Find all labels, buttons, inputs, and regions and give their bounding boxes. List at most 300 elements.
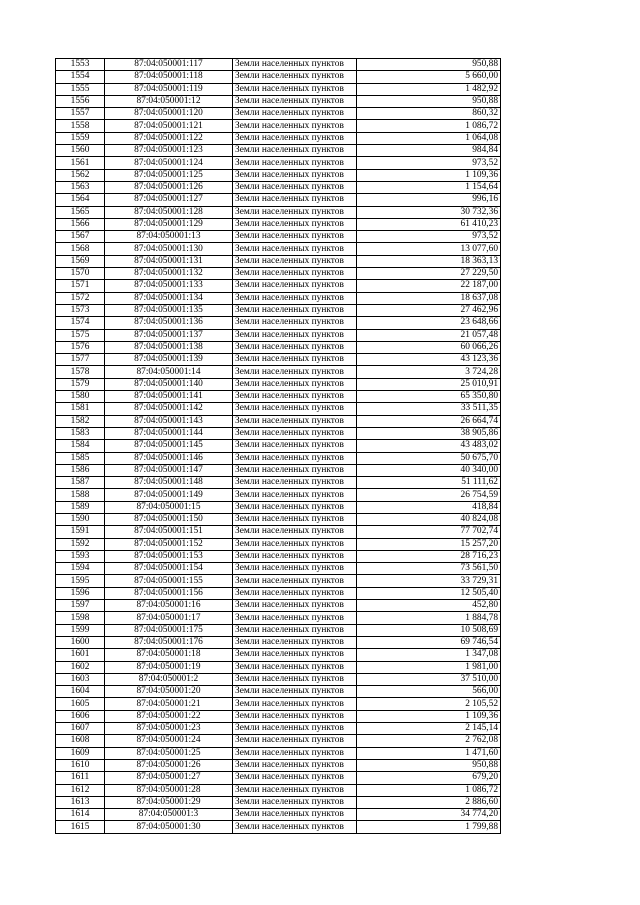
value-cell: 2 762,08 bbox=[357, 735, 501, 747]
row-number-cell: 1562 bbox=[56, 169, 105, 181]
row-number-cell: 1610 bbox=[56, 759, 105, 771]
value-cell: 33 729,31 bbox=[357, 575, 501, 587]
cadastral-number-cell: 87:04:050001:133 bbox=[105, 280, 233, 292]
cadastral-number-cell: 87:04:050001:25 bbox=[105, 747, 233, 759]
value-cell: 5 660,00 bbox=[357, 71, 501, 83]
table-row bbox=[56, 772, 501, 784]
row-number-cell: 1597 bbox=[56, 600, 105, 612]
row-number-cell: 1600 bbox=[56, 636, 105, 648]
land-category-cell: Земли населенных пунктов bbox=[233, 477, 357, 489]
cadastral-number-cell: 87:04:050001:122 bbox=[105, 132, 233, 144]
table-row bbox=[56, 83, 501, 95]
value-cell: 26 664,74 bbox=[357, 415, 501, 427]
row-number-cell: 1564 bbox=[56, 194, 105, 206]
value-cell: 1 347,08 bbox=[357, 649, 501, 661]
value-cell: 77 702,74 bbox=[357, 526, 501, 538]
land-category-cell: Земли населенных пунктов bbox=[233, 673, 357, 685]
cadastral-number-cell: 87:04:050001:129 bbox=[105, 218, 233, 230]
row-number-cell: 1566 bbox=[56, 218, 105, 230]
cadastral-number-cell: 87:04:050001:19 bbox=[105, 661, 233, 673]
land-category-cell: Земли населенных пунктов bbox=[233, 735, 357, 747]
cadastral-number-cell: 87:04:050001:150 bbox=[105, 513, 233, 525]
cadastral-number-cell: 87:04:050001:26 bbox=[105, 759, 233, 771]
cadastral-number-cell: 87:04:050001:118 bbox=[105, 71, 233, 83]
value-cell: 1 064,08 bbox=[357, 132, 501, 144]
value-cell: 1 471,60 bbox=[357, 747, 501, 759]
table-row bbox=[56, 145, 501, 157]
row-number-cell: 1605 bbox=[56, 698, 105, 710]
land-category-cell: Земли населенных пунктов bbox=[233, 538, 357, 550]
cadastral-number-cell: 87:04:050001:29 bbox=[105, 796, 233, 808]
table-row bbox=[56, 698, 501, 710]
land-category-cell: Земли населенных пунктов bbox=[233, 550, 357, 562]
land-category-cell: Земли населенных пунктов bbox=[233, 59, 357, 71]
table-row bbox=[56, 600, 501, 612]
value-cell: 33 511,35 bbox=[357, 403, 501, 415]
cadastral-number-cell: 87:04:050001:127 bbox=[105, 194, 233, 206]
row-number-cell: 1585 bbox=[56, 452, 105, 464]
cadastral-number-cell: 87:04:050001:21 bbox=[105, 698, 233, 710]
table-row bbox=[56, 759, 501, 771]
value-cell: 50 675,70 bbox=[357, 452, 501, 464]
cadastral-number-cell: 87:04:050001:176 bbox=[105, 636, 233, 648]
value-cell: 27 462,96 bbox=[357, 304, 501, 316]
row-number-cell: 1588 bbox=[56, 489, 105, 501]
table-row bbox=[56, 710, 501, 722]
table-row bbox=[56, 255, 501, 267]
cadastral-number-cell: 87:04:050001:134 bbox=[105, 292, 233, 304]
cadastral-number-cell: 87:04:050001:148 bbox=[105, 477, 233, 489]
land-category-cell: Земли населенных пунктов bbox=[233, 317, 357, 329]
cadastral-number-cell: 87:04:050001:152 bbox=[105, 538, 233, 550]
cadastral-number-cell: 87:04:050001:156 bbox=[105, 587, 233, 599]
cadastral-number-cell: 87:04:050001:143 bbox=[105, 415, 233, 427]
value-cell: 452,80 bbox=[357, 600, 501, 612]
table-row bbox=[56, 120, 501, 132]
table-row bbox=[56, 304, 501, 316]
cadastral-number-cell: 87:04:050001:28 bbox=[105, 784, 233, 796]
cadastral-number-cell: 87:04:050001:149 bbox=[105, 489, 233, 501]
value-cell: 996,16 bbox=[357, 194, 501, 206]
table-row bbox=[56, 366, 501, 378]
cadastral-number-cell: 87:04:050001:135 bbox=[105, 304, 233, 316]
value-cell: 1 154,64 bbox=[357, 181, 501, 193]
value-cell: 1 109,36 bbox=[357, 710, 501, 722]
row-number-cell: 1603 bbox=[56, 673, 105, 685]
value-cell: 30 732,36 bbox=[357, 206, 501, 218]
cadastral-number-cell: 87:04:050001:137 bbox=[105, 329, 233, 341]
table-row bbox=[56, 513, 501, 525]
cadastral-number-cell: 87:04:050001:128 bbox=[105, 206, 233, 218]
land-category-cell: Земли населенных пунктов bbox=[233, 649, 357, 661]
value-cell: 18 637,08 bbox=[357, 292, 501, 304]
row-number-cell: 1583 bbox=[56, 427, 105, 439]
table-row bbox=[56, 391, 501, 403]
cadastral-number-cell: 87:04:050001:117 bbox=[105, 59, 233, 71]
value-cell: 61 410,23 bbox=[357, 218, 501, 230]
table-row bbox=[56, 132, 501, 144]
row-number-cell: 1613 bbox=[56, 796, 105, 808]
row-number-cell: 1595 bbox=[56, 575, 105, 587]
value-cell: 27 229,50 bbox=[357, 268, 501, 280]
land-category-cell: Земли населенных пунктов bbox=[233, 698, 357, 710]
row-number-cell: 1599 bbox=[56, 624, 105, 636]
table-row bbox=[56, 169, 501, 181]
row-number-cell: 1608 bbox=[56, 735, 105, 747]
row-number-cell: 1598 bbox=[56, 612, 105, 624]
value-cell: 950,88 bbox=[357, 759, 501, 771]
table-row bbox=[56, 157, 501, 169]
land-category-cell: Земли населенных пунктов bbox=[233, 157, 357, 169]
value-cell: 12 505,40 bbox=[357, 587, 501, 599]
cadastral-number-cell: 87:04:050001:124 bbox=[105, 157, 233, 169]
cadastral-number-cell: 87:04:050001:146 bbox=[105, 452, 233, 464]
row-number-cell: 1578 bbox=[56, 366, 105, 378]
land-category-cell: Земли населенных пунктов bbox=[233, 145, 357, 157]
table-row bbox=[56, 71, 501, 83]
land-category-cell: Земли населенных пунктов bbox=[233, 341, 357, 353]
table-row bbox=[56, 181, 501, 193]
table-row bbox=[56, 95, 501, 107]
value-cell: 1 482,92 bbox=[357, 83, 501, 95]
land-category-cell: Земли населенных пунктов bbox=[233, 255, 357, 267]
value-cell: 60 066,26 bbox=[357, 341, 501, 353]
row-number-cell: 1607 bbox=[56, 723, 105, 735]
row-number-cell: 1553 bbox=[56, 59, 105, 71]
table-row bbox=[56, 464, 501, 476]
row-number-cell: 1614 bbox=[56, 809, 105, 821]
cadastral-number-cell: 87:04:050001:27 bbox=[105, 772, 233, 784]
table-row bbox=[56, 206, 501, 218]
row-number-cell: 1593 bbox=[56, 550, 105, 562]
table-row bbox=[56, 809, 501, 821]
cadastral-number-cell: 87:04:050001:125 bbox=[105, 169, 233, 181]
row-number-cell: 1555 bbox=[56, 83, 105, 95]
row-number-cell: 1601 bbox=[56, 649, 105, 661]
value-cell: 973,52 bbox=[357, 231, 501, 243]
table-row bbox=[56, 59, 501, 71]
land-category-cell: Земли населенных пунктов bbox=[233, 723, 357, 735]
land-category-cell: Земли населенных пунктов bbox=[233, 575, 357, 587]
row-number-cell: 1554 bbox=[56, 71, 105, 83]
cadastral-number-cell: 87:04:050001:155 bbox=[105, 575, 233, 587]
row-number-cell: 1568 bbox=[56, 243, 105, 255]
table-row bbox=[56, 231, 501, 243]
row-number-cell: 1558 bbox=[56, 120, 105, 132]
table-row bbox=[56, 501, 501, 513]
table-row bbox=[56, 636, 501, 648]
value-cell: 43 123,36 bbox=[357, 354, 501, 366]
table-row bbox=[56, 341, 501, 353]
table-row bbox=[56, 317, 501, 329]
value-cell: 566,00 bbox=[357, 686, 501, 698]
table-row bbox=[56, 489, 501, 501]
row-number-cell: 1560 bbox=[56, 145, 105, 157]
land-category-cell: Земли населенных пунктов bbox=[233, 563, 357, 575]
land-category-cell: Земли населенных пунктов bbox=[233, 71, 357, 83]
land-category-cell: Земли населенных пунктов bbox=[233, 636, 357, 648]
table-row bbox=[56, 821, 501, 833]
row-number-cell: 1565 bbox=[56, 206, 105, 218]
cadastral-number-cell: 87:04:050001:13 bbox=[105, 231, 233, 243]
table-row bbox=[56, 378, 501, 390]
value-cell: 21 057,48 bbox=[357, 329, 501, 341]
table-row bbox=[56, 526, 501, 538]
land-category-cell: Земли населенных пунктов bbox=[233, 280, 357, 292]
land-category-cell: Земли населенных пунктов bbox=[233, 329, 357, 341]
land-category-cell: Земли населенных пунктов bbox=[233, 624, 357, 636]
cadastral-number-cell: 87:04:050001:142 bbox=[105, 403, 233, 415]
value-cell: 679,20 bbox=[357, 772, 501, 784]
value-cell: 2 886,60 bbox=[357, 796, 501, 808]
row-number-cell: 1572 bbox=[56, 292, 105, 304]
value-cell: 28 716,23 bbox=[357, 550, 501, 562]
table-row bbox=[56, 354, 501, 366]
row-number-cell: 1604 bbox=[56, 686, 105, 698]
value-cell: 973,52 bbox=[357, 157, 501, 169]
land-category-cell: Земли населенных пунктов bbox=[233, 391, 357, 403]
land-category-cell: Земли населенных пунктов bbox=[233, 366, 357, 378]
cadastral-number-cell: 87:04:050001:136 bbox=[105, 317, 233, 329]
land-category-cell: Земли населенных пунктов bbox=[233, 587, 357, 599]
value-cell: 1 109,36 bbox=[357, 169, 501, 181]
value-cell: 13 077,60 bbox=[357, 243, 501, 255]
land-category-cell: Земли населенных пунктов bbox=[233, 464, 357, 476]
row-number-cell: 1606 bbox=[56, 710, 105, 722]
row-number-cell: 1609 bbox=[56, 747, 105, 759]
row-number-cell: 1612 bbox=[56, 784, 105, 796]
cadastral-number-cell: 87:04:050001:139 bbox=[105, 354, 233, 366]
row-number-cell: 1582 bbox=[56, 415, 105, 427]
cadastral-number-cell: 87:04:050001:15 bbox=[105, 501, 233, 513]
value-cell: 1 086,72 bbox=[357, 784, 501, 796]
cadastral-number-cell: 87:04:050001:120 bbox=[105, 108, 233, 120]
land-category-cell: Земли населенных пунктов bbox=[233, 784, 357, 796]
table-body bbox=[56, 59, 501, 834]
cadastral-number-cell: 87:04:050001:18 bbox=[105, 649, 233, 661]
land-category-cell: Земли населенных пунктов bbox=[233, 747, 357, 759]
cadastral-number-cell: 87:04:050001:141 bbox=[105, 391, 233, 403]
value-cell: 418,84 bbox=[357, 501, 501, 513]
table-row bbox=[56, 673, 501, 685]
row-number-cell: 1611 bbox=[56, 772, 105, 784]
row-number-cell: 1575 bbox=[56, 329, 105, 341]
table-row bbox=[56, 108, 501, 120]
value-cell: 10 508,69 bbox=[357, 624, 501, 636]
cadastral-number-cell: 87:04:050001:24 bbox=[105, 735, 233, 747]
cadastral-number-cell: 87:04:050001:175 bbox=[105, 624, 233, 636]
value-cell: 73 561,50 bbox=[357, 563, 501, 575]
table-row bbox=[56, 624, 501, 636]
row-number-cell: 1569 bbox=[56, 255, 105, 267]
land-category-cell: Земли населенных пунктов bbox=[233, 108, 357, 120]
land-category-cell: Земли населенных пунктов bbox=[233, 218, 357, 230]
table-row bbox=[56, 268, 501, 280]
table-row bbox=[56, 587, 501, 599]
row-number-cell: 1580 bbox=[56, 391, 105, 403]
cadastral-number-cell: 87:04:050001:12 bbox=[105, 95, 233, 107]
land-category-cell: Земли населенных пунктов bbox=[233, 526, 357, 538]
value-cell: 1 799,88 bbox=[357, 821, 501, 833]
land-category-cell: Земли населенных пунктов bbox=[233, 268, 357, 280]
row-number-cell: 1561 bbox=[56, 157, 105, 169]
land-category-cell: Земли населенных пунктов bbox=[233, 403, 357, 415]
value-cell: 860,32 bbox=[357, 108, 501, 120]
cadastral-number-cell: 87:04:050001:22 bbox=[105, 710, 233, 722]
value-cell: 1 086,72 bbox=[357, 120, 501, 132]
cadastral-number-cell: 87:04:050001:23 bbox=[105, 723, 233, 735]
row-number-cell: 1556 bbox=[56, 95, 105, 107]
cadastral-number-cell: 87:04:050001:154 bbox=[105, 563, 233, 575]
row-number-cell: 1574 bbox=[56, 317, 105, 329]
land-category-cell: Земли населенных пунктов bbox=[233, 95, 357, 107]
land-category-cell: Земли населенных пунктов bbox=[233, 796, 357, 808]
cadastral-number-cell: 87:04:050001:126 bbox=[105, 181, 233, 193]
land-category-cell: Земли населенных пунктов bbox=[233, 415, 357, 427]
land-category-cell: Земли населенных пунктов bbox=[233, 489, 357, 501]
value-cell: 38 905,86 bbox=[357, 427, 501, 439]
row-number-cell: 1592 bbox=[56, 538, 105, 550]
table-row bbox=[56, 649, 501, 661]
row-number-cell: 1563 bbox=[56, 181, 105, 193]
cadastral-number-cell: 87:04:050001:140 bbox=[105, 378, 233, 390]
row-number-cell: 1557 bbox=[56, 108, 105, 120]
table-row bbox=[56, 218, 501, 230]
row-number-cell: 1602 bbox=[56, 661, 105, 673]
row-number-cell: 1586 bbox=[56, 464, 105, 476]
land-category-cell: Земли населенных пунктов bbox=[233, 206, 357, 218]
cadastral-number-cell: 87:04:050001:16 bbox=[105, 600, 233, 612]
land-category-cell: Земли населенных пунктов bbox=[233, 600, 357, 612]
table-row bbox=[56, 477, 501, 489]
table-row bbox=[56, 747, 501, 759]
value-cell: 984,84 bbox=[357, 145, 501, 157]
table-row bbox=[56, 661, 501, 673]
row-number-cell: 1559 bbox=[56, 132, 105, 144]
row-number-cell: 1579 bbox=[56, 378, 105, 390]
value-cell: 34 774,20 bbox=[357, 809, 501, 821]
land-category-cell: Земли населенных пунктов bbox=[233, 304, 357, 316]
row-number-cell: 1576 bbox=[56, 341, 105, 353]
table-row bbox=[56, 686, 501, 698]
row-number-cell: 1596 bbox=[56, 587, 105, 599]
land-category-cell: Земли населенных пунктов bbox=[233, 809, 357, 821]
land-category-cell: Земли населенных пунктов bbox=[233, 612, 357, 624]
value-cell: 950,88 bbox=[357, 95, 501, 107]
cadastral-number-cell: 87:04:050001:3 bbox=[105, 809, 233, 821]
cadastral-number-cell: 87:04:050001:151 bbox=[105, 526, 233, 538]
value-cell: 18 363,13 bbox=[357, 255, 501, 267]
value-cell: 43 483,02 bbox=[357, 440, 501, 452]
land-category-cell: Земли населенных пунктов bbox=[233, 194, 357, 206]
row-number-cell: 1589 bbox=[56, 501, 105, 513]
table-row bbox=[56, 612, 501, 624]
land-category-cell: Земли населенных пунктов bbox=[233, 710, 357, 722]
table-row bbox=[56, 550, 501, 562]
row-number-cell: 1590 bbox=[56, 513, 105, 525]
value-cell: 40 340,00 bbox=[357, 464, 501, 476]
land-category-cell: Земли населенных пунктов bbox=[233, 132, 357, 144]
value-cell: 2 145,14 bbox=[357, 723, 501, 735]
value-cell: 2 105,52 bbox=[357, 698, 501, 710]
land-category-cell: Земли населенных пунктов bbox=[233, 181, 357, 193]
table-row bbox=[56, 723, 501, 735]
cadastral-number-cell: 87:04:050001:153 bbox=[105, 550, 233, 562]
value-cell: 37 510,00 bbox=[357, 673, 501, 685]
cadastral-number-cell: 87:04:050001:20 bbox=[105, 686, 233, 698]
value-cell: 69 746,54 bbox=[357, 636, 501, 648]
land-category-cell: Земли населенных пунктов bbox=[233, 169, 357, 181]
cadastral-number-cell: 87:04:050001:123 bbox=[105, 145, 233, 157]
cadastral-number-cell: 87:04:050001:138 bbox=[105, 341, 233, 353]
table-row bbox=[56, 563, 501, 575]
table-row bbox=[56, 440, 501, 452]
row-number-cell: 1587 bbox=[56, 477, 105, 489]
row-number-cell: 1615 bbox=[56, 821, 105, 833]
cadastral-number-cell: 87:04:050001:17 bbox=[105, 612, 233, 624]
table-row bbox=[56, 292, 501, 304]
land-category-cell: Земли населенных пунктов bbox=[233, 821, 357, 833]
row-number-cell: 1577 bbox=[56, 354, 105, 366]
row-number-cell: 1570 bbox=[56, 268, 105, 280]
table-row bbox=[56, 575, 501, 587]
land-category-cell: Земли населенных пунктов bbox=[233, 513, 357, 525]
land-category-cell: Земли населенных пунктов bbox=[233, 686, 357, 698]
value-cell: 15 257,20 bbox=[357, 538, 501, 550]
land-category-cell: Земли населенных пунктов bbox=[233, 427, 357, 439]
land-category-cell: Земли населенных пунктов bbox=[233, 354, 357, 366]
value-cell: 40 824,08 bbox=[357, 513, 501, 525]
table-row bbox=[56, 280, 501, 292]
table-row bbox=[56, 735, 501, 747]
land-category-cell: Земли населенных пунктов bbox=[233, 120, 357, 132]
table-row bbox=[56, 452, 501, 464]
cadastral-number-cell: 87:04:050001:119 bbox=[105, 83, 233, 95]
land-category-cell: Земли населенных пунктов bbox=[233, 759, 357, 771]
land-category-cell: Земли населенных пунктов bbox=[233, 378, 357, 390]
table-row bbox=[56, 329, 501, 341]
cadastral-number-cell: 87:04:050001:144 bbox=[105, 427, 233, 439]
cadastral-number-cell: 87:04:050001:132 bbox=[105, 268, 233, 280]
land-category-cell: Земли населенных пунктов bbox=[233, 243, 357, 255]
land-category-cell: Земли населенных пунктов bbox=[233, 231, 357, 243]
row-number-cell: 1591 bbox=[56, 526, 105, 538]
land-category-cell: Земли населенных пунктов bbox=[233, 501, 357, 513]
cadastral-number-cell: 87:04:050001:147 bbox=[105, 464, 233, 476]
cadastral-number-cell: 87:04:050001:14 bbox=[105, 366, 233, 378]
value-cell: 1 884,78 bbox=[357, 612, 501, 624]
row-number-cell: 1584 bbox=[56, 440, 105, 452]
value-cell: 23 648,66 bbox=[357, 317, 501, 329]
table-row bbox=[56, 194, 501, 206]
land-category-cell: Земли населенных пунктов bbox=[233, 452, 357, 464]
row-number-cell: 1571 bbox=[56, 280, 105, 292]
land-category-cell: Земли населенных пунктов bbox=[233, 772, 357, 784]
table-row bbox=[56, 243, 501, 255]
value-cell: 3 724,28 bbox=[357, 366, 501, 378]
cadastral-number-cell: 87:04:050001:121 bbox=[105, 120, 233, 132]
document-page bbox=[55, 58, 501, 834]
table-row bbox=[56, 415, 501, 427]
row-number-cell: 1567 bbox=[56, 231, 105, 243]
land-registry-table bbox=[55, 58, 501, 834]
table-row bbox=[56, 427, 501, 439]
land-category-cell: Земли населенных пунктов bbox=[233, 292, 357, 304]
cadastral-number-cell: 87:04:050001:145 bbox=[105, 440, 233, 452]
row-number-cell: 1594 bbox=[56, 563, 105, 575]
land-category-cell: Земли населенных пунктов bbox=[233, 83, 357, 95]
value-cell: 65 350,80 bbox=[357, 391, 501, 403]
